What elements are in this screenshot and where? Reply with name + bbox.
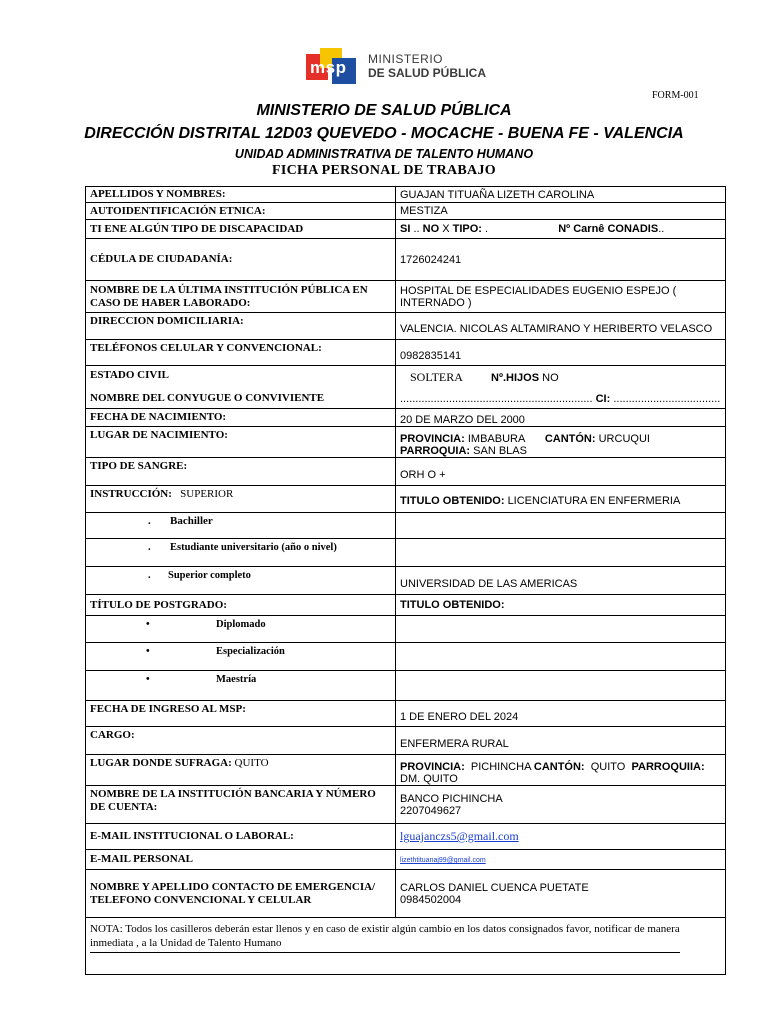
- field-tipo-sangre[interactable]: ORH O +: [396, 458, 726, 486]
- row-banco: NOMBRE DE LA INSTITUCIÓN BANCARIA Y NÚMERO DE CUENTA: BANCO PICHINCHA 2207049627: [86, 786, 726, 824]
- nota-underline: [90, 952, 680, 953]
- field-nombres[interactable]: GUAJAN TITUAÑA LIZETH CAROLINA: [396, 187, 726, 203]
- row-diplomado: • Diplomado: [86, 616, 726, 643]
- row-superior: . Superior completo UNIVERSIDAD DE LAS AMERICAS: [86, 567, 726, 595]
- msp-logo-mark: msp: [306, 48, 360, 84]
- row-estado-civil: ESTADO CIVIL NOMBRE DEL CONYUGUE O CONVIVIENTE SOLTERA Nº.HIJOS NO ............................................................... CI: ...................................: [86, 366, 726, 409]
- field-sufraga[interactable]: PROVINCIA: PICHINCHA CANTÓN: QUITO PARROQUIIA: DM. QUITO: [396, 755, 726, 786]
- field-discapacidad[interactable]: SI .. NO X TIPO: . Nº Carnê CONADIS..: [396, 220, 726, 239]
- form-code: FORM-001: [652, 90, 699, 101]
- row-emergencia: NOMBRE Y APELLIDO CONTACTO DE EMERGENCIA/ TELEFONO CONVENCIONAL Y CELULAR CARLOS DANIEL CUENCA PUETATE 0984502004: [86, 870, 726, 918]
- row-institucion: NOMBRE DE LA ÚLTIMA INSTITUCIÓN PÚBLICA EN CASO DE HABER LABORADO: HOSPITAL DE ESPECIALIDADES EUGENIO ESPEJO ( INTERNADO ): [86, 281, 726, 313]
- field-email-institucional[interactable]: [396, 824, 726, 850]
- row-nota: [86, 918, 726, 975]
- heading-ministerio: MINISTERIO DE SALUD PÚBLICA: [256, 102, 512, 119]
- field-diplomado[interactable]: [396, 616, 726, 643]
- logo-line-1: MINISTERIO: [368, 52, 444, 66]
- field-universitario[interactable]: [396, 539, 726, 567]
- field-maestria[interactable]: [396, 671, 726, 701]
- field-fecha-ingreso[interactable]: 1 DE ENERO DEL 2024: [396, 701, 726, 727]
- heading-direccion: DIRECCIÓN DISTRITAL 12D03 QUEVEDO - MOCACHE - BUENA FE - VALENCIA: [84, 125, 684, 142]
- row-email-institucional: E-MAIL INSTITUCIONAL O LABORAL: lguajanczs5@gmail.com: [86, 824, 726, 850]
- field-lugar-nacimiento[interactable]: PROVINCIA: IMBABURA CANTÓN: URCUQUI PARROQUIA: SAN BLAS: [396, 427, 726, 458]
- row-especializacion: • Especialización: [86, 643, 726, 671]
- row-nombres: APELLIDOS Y NOMBRES: GUAJAN TITUAÑA LIZETH CAROLINA: [86, 187, 726, 203]
- ficha-table: [85, 186, 726, 975]
- row-cedula: CÉDULA DE CIUDADANÍA: 1726024241: [86, 239, 726, 281]
- row-tipo-sangre: TIPO DE SANGRE: ORH O +: [86, 458, 726, 486]
- field-fecha-nacimiento[interactable]: 20 DE MARZO DEL 2000: [396, 409, 726, 427]
- field-telefonos[interactable]: 0982835141: [396, 340, 726, 366]
- row-postgrado: TÍTULO DE POSTGRADO: TITULO OBTENIDO:: [86, 595, 726, 616]
- field-especializacion[interactable]: [396, 643, 726, 671]
- row-lugar-nacimiento: LUGAR DE NACIMIENTO: PROVINCIA: IMBABURA CANTÓN: URCUQUI PARROQUIA: SAN BLAS: [86, 427, 726, 458]
- row-discapacidad: TI ENE ALGÚN TIPO DE DISCAPACIDAD SI .. NO X TIPO: . Nº Carnê CONADIS..: [86, 220, 726, 239]
- row-etnia: AUTOIDENTIFICACIÓN ETNICA: MESTIZA: [86, 203, 726, 220]
- field-emergencia[interactable]: CARLOS DANIEL CUENCA PUETATE 0984502004: [396, 870, 726, 918]
- field-instruccion[interactable]: TITULO OBTENIDO: LICENCIATURA EN ENFERMERIA: [396, 486, 726, 513]
- row-maestria: • Maestría: [86, 671, 726, 701]
- row-sufraga: LUGAR DONDE SUFRAGA: QUITO PROVINCIA: PICHINCHA CANTÓN: QUITO PARROQUIIA: DM. QUITO: [86, 755, 726, 786]
- field-email-personal[interactable]: [396, 850, 726, 870]
- field-etnia[interactable]: MESTIZA: [396, 203, 726, 220]
- email-personal-link[interactable]: lizethtituanaj99@gmail.com: [400, 857, 486, 864]
- row-fecha-ingreso: FECHA DE INGRESO AL MSP: 1 DE ENERO DEL 2024: [86, 701, 726, 727]
- row-universitario: . Estudiante universitario (año o nivel): [86, 539, 726, 567]
- logo-line-2: DE SALUD PÚBLICA: [368, 66, 487, 80]
- field-estado-civil[interactable]: SOLTERA Nº.HIJOS NO ............................................................... CI: ...................................: [396, 366, 726, 409]
- email-institucional-link[interactable]: lguajanczs5@gmail.com: [400, 829, 519, 843]
- row-telefonos: TELÉFONOS CELULAR Y CONVENCIONAL: 0982835141: [86, 340, 726, 366]
- field-superior[interactable]: UNIVERSIDAD DE LAS AMERICAS: [396, 567, 726, 595]
- field-cedula[interactable]: 1726024241: [396, 239, 726, 281]
- field-domicilio[interactable]: VALENCIA. NICOLAS ALTAMIRANO Y HERIBERTO VELASCO: [396, 313, 726, 340]
- field-bachiller[interactable]: [396, 513, 726, 539]
- heading-unidad: UNIDAD ADMINISTRATIVA DE TALENTO HUMANO: [234, 147, 534, 161]
- row-cargo: CARGO: ENFERMERA RURAL: [86, 727, 726, 755]
- nota-text: NOTA: Todos los casilleros deberán estar llenos y en caso de existir algún cambio en los datos consignados favor, notificar de manera inmediata , a la Unidad de Talento Humano: [90, 923, 680, 949]
- row-bachiller: . Bachiller: [86, 513, 726, 539]
- msp-logo: [306, 48, 486, 84]
- row-instruccion: INSTRUCCIÓN: SUPERIOR TITULO OBTENIDO: LICENCIATURA EN ENFERMERIA: [86, 486, 726, 513]
- field-cargo[interactable]: ENFERMERA RURAL: [396, 727, 726, 755]
- row-email-personal: E-MAIL PERSONAL lizethtituanaj99@gmail.com: [86, 850, 726, 870]
- field-postgrado[interactable]: TITULO OBTENIDO:: [396, 595, 726, 616]
- field-banco[interactable]: BANCO PICHINCHA 2207049627: [396, 786, 726, 824]
- row-domicilio: DIRECCION DOMICILIARIA: VALENCIA. NICOLAS ALTAMIRANO Y HERIBERTO VELASCO: [86, 313, 726, 340]
- row-fecha-nacimiento: FECHA DE NACIMIENTO: 20 DE MARZO DEL 2000: [86, 409, 726, 427]
- field-institucion[interactable]: HOSPITAL DE ESPECIALIDADES EUGENIO ESPEJO ( INTERNADO ): [396, 281, 726, 313]
- heading-ficha: FICHA PERSONAL DE TRABAJO: [272, 163, 496, 178]
